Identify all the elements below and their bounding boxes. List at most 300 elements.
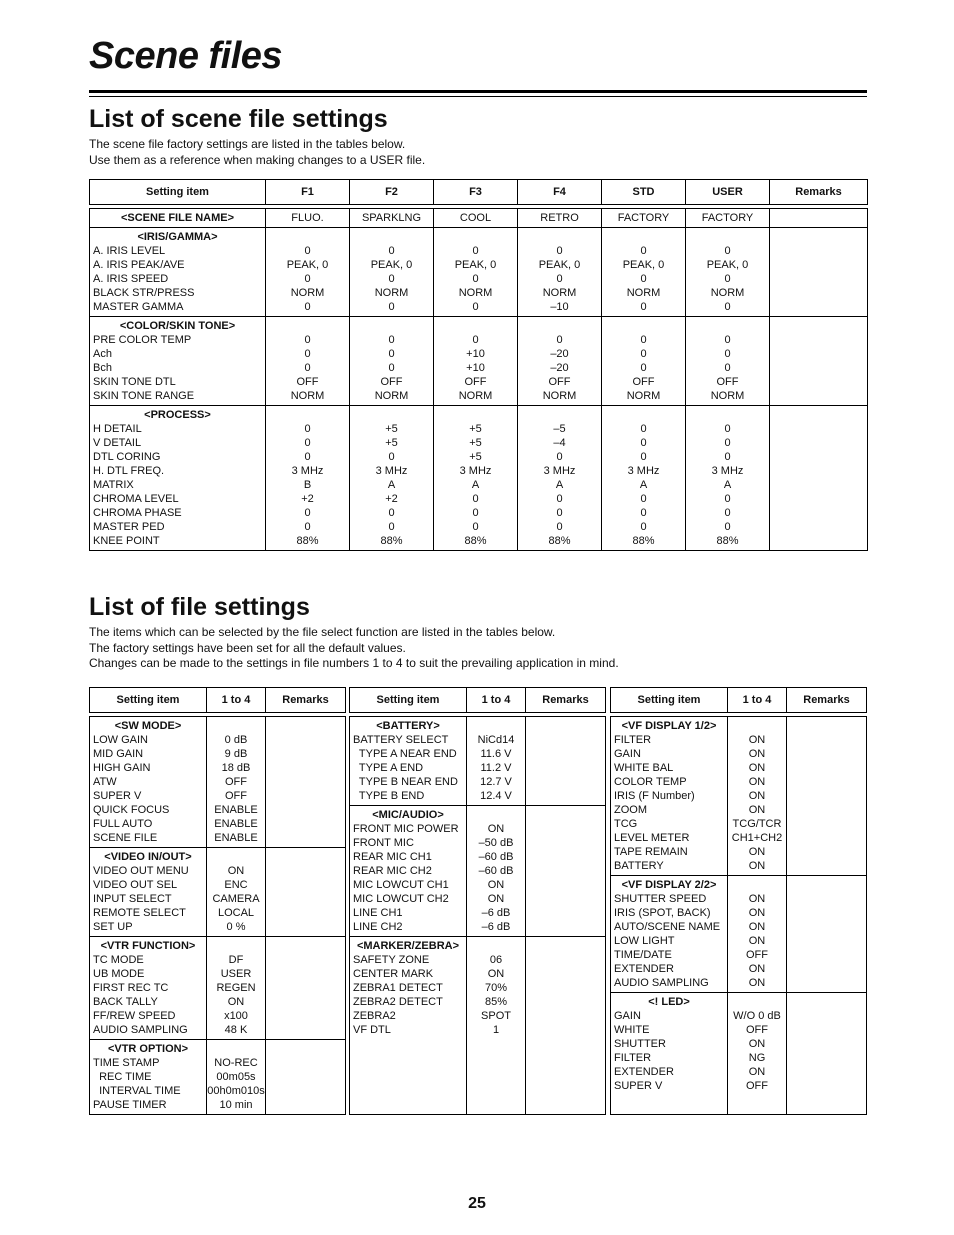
table-row <box>90 717 346 848</box>
value-cell <box>207 848 266 937</box>
setting-value: 12.4 V <box>480 790 512 802</box>
setting-value: COOL <box>459 212 492 224</box>
table-row <box>90 937 346 1040</box>
spacer <box>728 878 786 892</box>
setting-value: W/O 0 dB <box>733 1010 781 1022</box>
setting-value: SPARKLNG <box>361 212 422 224</box>
setting-value: 0 <box>640 273 647 285</box>
setting-value: PEAK, 0 <box>538 259 581 271</box>
spacer <box>518 230 601 244</box>
setting-value: 0 <box>640 437 647 449</box>
setting-value: 0 <box>724 507 731 519</box>
table-row <box>611 717 867 876</box>
setting-value: 0 <box>388 245 395 257</box>
setting-value: 0 <box>304 521 311 533</box>
setting-item: LINE CH1 <box>353 907 403 919</box>
setting-value: 0 dB <box>224 734 248 746</box>
setting-value: ON <box>748 762 766 774</box>
setting-item: TYPE A END <box>353 762 424 774</box>
setting-item: TYPE B NEAR END <box>353 776 458 788</box>
setting-value: ON <box>748 776 766 788</box>
setting-value: 18 dB <box>221 762 251 774</box>
setting-value: 0 <box>388 451 395 463</box>
group-title: <COLOR/SKIN TONE> <box>119 320 236 332</box>
setting-value: 0 <box>556 245 563 257</box>
group-title: <MIC/AUDIO> <box>372 809 444 821</box>
spacer <box>350 319 433 333</box>
setting-value: 0 <box>472 521 479 533</box>
setting-value: 70% <box>484 982 508 994</box>
setting-value: NORM <box>542 287 577 299</box>
group-title: <VF DISPLAY 1/2> <box>621 720 717 732</box>
setting-value: PEAK, 0 <box>370 259 413 271</box>
setting-item: WHITE <box>614 1024 650 1036</box>
setting-item: PAUSE TIMER <box>93 1099 167 1111</box>
setting-item: SUPER V <box>93 790 142 802</box>
setting-item: CENTER MARK <box>353 968 434 980</box>
setting-item: LOW LIGHT <box>614 935 675 947</box>
setting-value: ON <box>748 734 766 746</box>
intro-line: Use them as a reference when making changes to a USER file. <box>89 152 426 167</box>
setting-value: ON <box>487 893 505 905</box>
setting-value: 0 <box>724 362 731 374</box>
setting-value: 3 MHz <box>627 465 660 477</box>
setting-item: MATRIX <box>93 479 134 491</box>
setting-item: TYPE B END <box>353 790 425 802</box>
setting-value: 00m05s <box>216 1071 256 1083</box>
setting-value: 88% <box>464 535 487 547</box>
setting-value: NORM <box>710 390 745 402</box>
setting-value: –20 <box>550 348 569 360</box>
remarks-cell <box>787 993 867 1115</box>
setting-value: 11.2 V <box>480 762 512 774</box>
setting-value: A <box>555 479 564 491</box>
setting-item: BACK TALLY <box>93 996 158 1008</box>
title-rule-thin <box>89 96 867 97</box>
setting-item: EXTENDER <box>614 963 674 975</box>
setting-item: FILTER <box>614 1052 652 1064</box>
setting-item: BLACK STR/PRESS <box>93 287 195 299</box>
group-title: <SCENE FILE NAME> <box>120 212 235 224</box>
setting-value: 9 dB <box>224 748 248 760</box>
setting-item: TC MODE <box>93 954 144 966</box>
setting-value: 0 <box>388 301 395 313</box>
setting-value: OFF <box>746 1080 768 1092</box>
setting-value: +5 <box>469 423 482 435</box>
setting-value: CAMERA <box>212 893 260 905</box>
value-cell <box>266 228 350 317</box>
setting-value: 0 <box>388 362 395 374</box>
setting-item: ZEBRA1 DETECT <box>353 982 443 994</box>
setting-item: SUPER V <box>614 1080 663 1092</box>
setting-item: MIC LOWCUT CH1 <box>353 879 449 891</box>
setting-value: +10 <box>466 362 485 374</box>
setting-item: AUTO/SCENE NAME <box>614 921 721 933</box>
setting-value: –6 dB <box>481 921 511 933</box>
setting-value: 06 <box>489 954 503 966</box>
page-number: 25 <box>468 1195 486 1212</box>
setting-item: ATW <box>93 776 117 788</box>
setting-value: NO-REC <box>214 1057 258 1069</box>
setting-item: VF DTL <box>353 1024 391 1036</box>
value-cell <box>518 317 602 406</box>
setting-value: 0 <box>640 301 647 313</box>
setting-value: 3 MHz <box>459 465 492 477</box>
value-cell <box>467 937 526 1115</box>
setting-value: OFF <box>716 376 739 388</box>
page-title: Scene files <box>89 35 283 77</box>
file-settings-heading: List of file settings <box>89 593 310 621</box>
group-title: <VIDEO IN/OUT> <box>104 851 192 863</box>
setting-item: QUICK FOCUS <box>93 804 170 816</box>
setting-value: 0 <box>472 507 479 519</box>
scene-file-settings-table <box>89 179 868 551</box>
value-cell <box>350 228 434 317</box>
setting-item-cell <box>611 717 728 876</box>
spacer <box>266 230 349 244</box>
setting-value: 0 <box>556 507 563 519</box>
value-cell <box>266 406 350 551</box>
setting-item: ZEBRA2 <box>353 1010 396 1022</box>
setting-value: B <box>303 479 312 491</box>
value-cell <box>686 228 770 317</box>
setting-value: NORM <box>374 287 409 299</box>
setting-item: LOW GAIN <box>93 734 149 746</box>
remarks-cell <box>770 317 868 406</box>
setting-value: ON <box>748 893 766 905</box>
setting-value: 0 <box>640 451 647 463</box>
setting-value: ON <box>748 921 766 933</box>
setting-value: 0 <box>724 437 731 449</box>
setting-value: A <box>471 479 480 491</box>
setting-item: REAR MIC CH1 <box>353 851 432 863</box>
setting-value: 3 MHz <box>543 465 576 477</box>
setting-value: ON <box>487 879 505 891</box>
table-row <box>350 937 606 1115</box>
setting-value: ON <box>748 977 766 989</box>
setting-value: 0 <box>472 301 479 313</box>
setting-item: TCG <box>614 818 638 830</box>
setting-value: OFF <box>746 1024 768 1036</box>
spacer <box>467 808 525 822</box>
group-title: <PROCESS> <box>144 409 211 421</box>
setting-value: 0 <box>304 334 311 346</box>
setting-item-cell <box>90 717 207 848</box>
setting-value: 48 K <box>224 1024 248 1036</box>
setting-value: 0 <box>724 273 731 285</box>
setting-value: 0 <box>304 348 311 360</box>
setting-value: 88% <box>632 535 655 547</box>
setting-value: OFF <box>548 376 571 388</box>
setting-value: OFF <box>746 949 768 961</box>
setting-value: 0 <box>556 493 563 505</box>
setting-value: –5 <box>553 423 566 435</box>
setting-value: OFF <box>464 376 487 388</box>
setting-item: LEVEL METER <box>614 832 690 844</box>
spacer <box>207 850 265 864</box>
setting-item-cell <box>611 876 728 993</box>
setting-item-cell <box>90 848 207 937</box>
setting-value: 0 <box>304 273 311 285</box>
column-header: STD <box>602 180 686 205</box>
setting-value: PEAK, 0 <box>286 259 329 271</box>
value-cell <box>518 228 602 317</box>
setting-item: A. IRIS LEVEL <box>93 245 166 257</box>
group-title: <VF DISPLAY 2/2> <box>621 879 717 891</box>
spacer <box>434 230 517 244</box>
value-cell <box>207 937 266 1040</box>
table-row <box>611 876 867 993</box>
setting-item-cell <box>350 717 467 806</box>
setting-value: 0 <box>724 423 731 435</box>
value-cell <box>434 406 518 551</box>
setting-value: 0 <box>556 451 563 463</box>
setting-value: 10 min <box>219 1099 253 1111</box>
setting-item: REC TIME <box>93 1071 152 1083</box>
spacer <box>728 719 786 733</box>
setting-value: ENABLE <box>214 804 258 816</box>
remarks-cell <box>266 717 346 848</box>
setting-item-cell <box>90 209 266 228</box>
setting-value: ON <box>487 968 505 980</box>
group-title: <! LED> <box>648 996 690 1008</box>
setting-item: WHITE BAL <box>614 762 674 774</box>
setting-item: Bch <box>93 362 112 374</box>
setting-value: 88% <box>296 535 319 547</box>
setting-value: 0 <box>640 362 647 374</box>
spacer <box>207 719 265 733</box>
setting-item: Ach <box>93 348 112 360</box>
setting-item: COLOR TEMP <box>614 776 687 788</box>
setting-item: LINE CH2 <box>353 921 403 933</box>
group-title: <VTR OPTION> <box>107 1043 189 1055</box>
setting-value: A <box>723 479 732 491</box>
setting-value: ENABLE <box>214 832 258 844</box>
remarks-cell <box>787 717 867 876</box>
spacer <box>518 319 601 333</box>
setting-item-cell <box>350 937 467 1115</box>
column-header: F2 <box>350 180 434 205</box>
setting-value: +5 <box>469 451 482 463</box>
setting-item: FRONT MIC POWER <box>353 823 459 835</box>
setting-value: ON <box>748 790 766 802</box>
setting-value: 88% <box>380 535 403 547</box>
setting-item: TYPE A NEAR END <box>353 748 457 760</box>
column-header: F4 <box>518 180 602 205</box>
setting-item: MASTER PED <box>93 521 165 533</box>
remarks-cell <box>526 937 606 1115</box>
column-header: Setting item <box>90 688 207 713</box>
setting-item: AUDIO SAMPLING <box>614 977 709 989</box>
table-row <box>90 317 868 406</box>
group-title: <IRIS/GAMMA> <box>137 231 218 243</box>
setting-value: A <box>387 479 396 491</box>
setting-item-cell <box>90 937 207 1040</box>
setting-value: 0 <box>556 521 563 533</box>
setting-item: TIME/DATE <box>614 949 672 961</box>
setting-item: TIME STAMP <box>93 1057 160 1069</box>
file-settings-table-1 <box>89 687 346 1115</box>
setting-value: 0 <box>388 507 395 519</box>
setting-value: ON <box>748 1066 766 1078</box>
setting-item: H DETAIL <box>93 423 142 435</box>
setting-value: OFF <box>225 776 247 788</box>
setting-item: EXTENDER <box>614 1066 674 1078</box>
setting-value: ON <box>487 823 505 835</box>
setting-item: MID GAIN <box>93 748 144 760</box>
spacer <box>518 408 601 422</box>
table-row <box>350 717 606 806</box>
spacer <box>350 408 433 422</box>
setting-item-cell <box>90 317 266 406</box>
value-cell <box>728 876 787 993</box>
setting-item: FRONT MIC <box>353 837 414 849</box>
value-cell <box>350 209 434 228</box>
setting-value: 0 <box>640 334 647 346</box>
value-cell <box>350 406 434 551</box>
value-cell <box>686 406 770 551</box>
value-cell <box>602 317 686 406</box>
setting-value: 0 <box>556 273 563 285</box>
setting-value: 0 <box>724 493 731 505</box>
file-settings-table-2 <box>349 687 606 1115</box>
setting-item: DTL CORING <box>93 451 161 463</box>
setting-value: REGEN <box>216 982 256 994</box>
setting-value: 0 <box>640 521 647 533</box>
setting-value: x100 <box>224 1010 248 1022</box>
setting-item: GAIN <box>614 748 641 760</box>
remarks-cell <box>526 717 606 806</box>
setting-value: ON <box>227 996 245 1008</box>
setting-value: 0 <box>388 273 395 285</box>
setting-value: ON <box>748 935 766 947</box>
setting-value: OFF <box>225 790 247 802</box>
setting-value: 0 <box>556 334 563 346</box>
setting-item: IRIS (F Number) <box>614 790 695 802</box>
setting-item: VIDEO OUT MENU <box>93 865 189 877</box>
setting-value: SPOT <box>481 1010 511 1022</box>
setting-value: ON <box>227 865 245 877</box>
setting-value: 0 <box>472 273 479 285</box>
spacer <box>266 408 349 422</box>
setting-item: TAPE REMAIN <box>614 846 688 858</box>
setting-item: BATTERY <box>614 860 664 872</box>
column-header: Remarks <box>770 180 868 205</box>
spacer <box>602 319 685 333</box>
spacer <box>686 230 769 244</box>
column-header: Setting item <box>350 688 467 713</box>
setting-item: SAFETY ZONE <box>353 954 430 966</box>
table-row <box>611 993 867 1115</box>
setting-value: 0 <box>472 334 479 346</box>
setting-item: FF/REW SPEED <box>93 1010 176 1022</box>
setting-value: 11.6 V <box>480 748 512 760</box>
value-cell <box>602 406 686 551</box>
table-row <box>90 406 868 551</box>
column-header: F1 <box>266 180 350 205</box>
setting-value: 0 % <box>226 921 246 933</box>
remarks-cell <box>787 876 867 993</box>
setting-value: FLUO. <box>291 212 324 224</box>
setting-value: 0 <box>724 348 731 360</box>
setting-item: SHUTTER SPEED <box>614 893 707 905</box>
value-cell <box>207 717 266 848</box>
intro-line: The items which can be selected by the file select function are listed in the tables below. <box>89 625 556 639</box>
value-cell <box>518 406 602 551</box>
setting-value: NORM <box>290 390 325 402</box>
setting-value: 0 <box>304 507 311 519</box>
group-title: <BATTERY> <box>376 720 440 732</box>
setting-value: 3 MHz <box>291 465 324 477</box>
group-title: <VTR FUNCTION> <box>100 940 196 952</box>
table-row <box>90 848 346 937</box>
spacer <box>602 408 685 422</box>
spacer <box>207 939 265 953</box>
setting-value: NiCd14 <box>477 734 515 746</box>
value-cell <box>434 317 518 406</box>
setting-value: +2 <box>385 493 398 505</box>
file-settings-intro <box>89 625 619 672</box>
setting-value: +2 <box>301 493 314 505</box>
setting-value: 0 <box>304 437 311 449</box>
setting-item: SCENE FILE <box>93 832 158 844</box>
setting-item: SKIN TONE DTL <box>93 376 176 388</box>
setting-item: UB MODE <box>93 968 145 980</box>
value-cell <box>686 209 770 228</box>
setting-value: ON <box>748 1038 766 1050</box>
setting-value: –60 dB <box>478 851 514 863</box>
setting-value: –4 <box>553 437 566 449</box>
setting-value: ENC <box>224 879 248 891</box>
value-cell <box>467 717 526 806</box>
intro-line: Changes can be made to the settings in file numbers 1 to 4 to suit the prevailing application in mind. <box>89 656 619 670</box>
spacer <box>686 408 769 422</box>
value-cell <box>728 717 787 876</box>
remarks-cell <box>770 406 868 551</box>
remarks-cell <box>266 937 346 1040</box>
setting-value: 85% <box>484 996 508 1008</box>
setting-item: INPUT SELECT <box>93 893 172 905</box>
setting-value: 0 <box>388 334 395 346</box>
setting-value: 0 <box>388 348 395 360</box>
setting-value: A <box>639 479 648 491</box>
remarks-cell <box>266 1040 346 1115</box>
setting-item: SKIN TONE RANGE <box>93 390 195 402</box>
group-title: <SW MODE> <box>114 720 182 732</box>
value-cell <box>467 806 526 937</box>
setting-item: HIGH GAIN <box>93 762 151 774</box>
setting-value: PEAK, 0 <box>706 259 749 271</box>
setting-value: ON <box>748 860 766 872</box>
setting-value: ON <box>748 804 766 816</box>
setting-item: FIRST REC TC <box>93 982 169 994</box>
setting-item: ZOOM <box>614 804 647 816</box>
setting-value: 0 <box>640 507 647 519</box>
setting-value: 0 <box>724 451 731 463</box>
setting-value: OFF <box>632 376 655 388</box>
column-header: 1 to 4 <box>207 688 266 713</box>
value-cell <box>207 1040 266 1115</box>
setting-item: FILTER <box>614 734 652 746</box>
value-cell <box>434 228 518 317</box>
setting-value: –10 <box>550 301 569 313</box>
setting-value: 0 <box>724 521 731 533</box>
setting-item: REMOTE SELECT <box>93 907 186 919</box>
value-cell <box>602 228 686 317</box>
setting-item-cell <box>611 993 728 1115</box>
setting-value: 88% <box>548 535 571 547</box>
value-cell <box>266 317 350 406</box>
